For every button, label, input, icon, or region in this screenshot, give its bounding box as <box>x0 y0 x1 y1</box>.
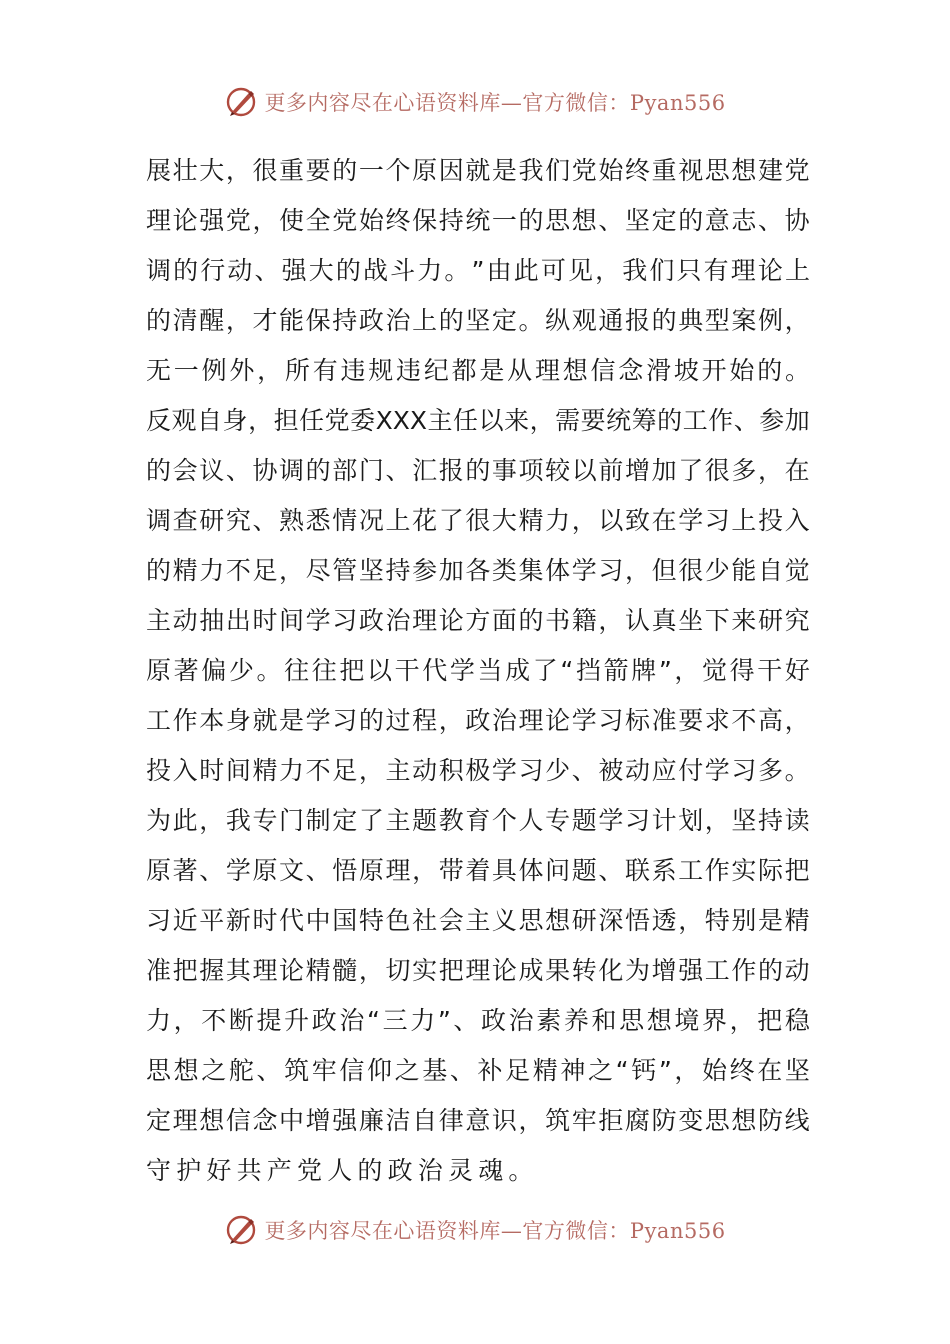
text-line: 投 入 时 间 精 力 不 足 ， 主 动 积 极 学 习 少 、 被 动 应 付 学 习 多 。 <box>146 756 810 785</box>
footer-banner <box>0 1210 950 1250</box>
text-line: 原 著 、 学 原 文 、 悟 原 理 ， 带 着 具 体 问 题 、 联 系 工 作 实 际 把 <box>146 856 810 885</box>
text-line: 定 理 想 信 念 中 增 强 廉 洁 自 律 意 识 ， 筑 牢 拒 腐 防 变 思 想 防 线 <box>146 1106 810 1135</box>
text-line: 准 把 握 其 理 论 精 髓 ， 切 实 把 理 论 成 果 转 化 为 增 强 工 作 的 动 <box>146 956 810 985</box>
text-line: 原 著 偏 少 。 往 往 把 以 干 代 学 当 成 了 “ 挡 箭 牌 ” ， 觉 得 干 好 <box>146 656 810 685</box>
text-line: 力 ， 不 断 提 升 政 治 “ 三 力 ” 、 政 治 素 养 和 思 想 境 界 ， 把 稳 <box>146 1006 810 1035</box>
text-line: 为 此 ， 我 专 门 制 定 了 主 题 教 育 个 人 专 题 学 习 计 划 ， 坚 持 读 <box>146 806 810 835</box>
pen-circle-logo-icon <box>224 1213 258 1247</box>
body-text <box>146 146 810 1196</box>
text-line: 主 动 抽 出 时 间 学 习 政 治 理 论 方 面 的 书 籍 ， 认 真 坐 下 来 研 究 <box>146 606 810 635</box>
header-banner <box>0 82 950 122</box>
header-banner-text: 更多内容尽在心语资料库—官方微信：Pyan556 <box>264 91 726 115</box>
text-line: 展 壮 大 ， 很 重 要 的 一 个 原 因 就 是 我 们 党 始 终 重 视 思 想 建 党 <box>146 156 810 185</box>
text-line: 调 的 行 动 、 强 大 的 战 斗 力 。 ” 由 此 可 见 ， 我 们 只 有 理 论 上 <box>146 256 810 285</box>
text-line: 无 一 例 外 ， 所 有 违 规 违 纪 都 是 从 理 想 信 念 滑 坡 开 始 的 。 <box>146 356 810 385</box>
text-line: 反 观 自 身 ， 担 任 党 委 XXX 主 任 以 来 ， 需 要 统 筹 的 工 作 、 参 加 <box>146 406 810 435</box>
pen-circle-logo-icon <box>224 85 258 119</box>
text-line: 守护好共产党人的政治灵魂。 <box>146 1156 539 1185</box>
text-line: 的 会 议 、 协 调 的 部 门 、 汇 报 的 事 项 较 以 前 增 加 了 很 多 ， 在 <box>146 456 810 485</box>
text-line: 的 清 醒 ， 才 能 保 持 政 治 上 的 坚 定 。 纵 观 通 报 的 典 型 案 例 ， <box>146 306 810 335</box>
footer-banner-text: 更多内容尽在心语资料库—官方微信：Pyan556 <box>264 1219 726 1243</box>
text-line: 理 论 强 党 ， 使 全 党 始 终 保 持 统 一 的 思 想 、 坚 定 的 意 志 、 协 <box>146 206 810 235</box>
text-line: 工 作 本 身 就 是 学 习 的 过 程 ， 政 治 理 论 学 习 标 准 要 求 不 高 ， <box>146 706 810 735</box>
text-line: 调 查 研 究 、 熟 悉 情 况 上 花 了 很 大 精 力 ， 以 致 在 学 习 上 投 入 <box>146 506 810 535</box>
text-line: 的 精 力 不 足 ， 尽 管 坚 持 参 加 各 类 集 体 学 习 ， 但 很 少 能 自 觉 <box>146 556 810 585</box>
text-line: 思 想 之 舵 、 筑 牢 信 仰 之 基 、 补 足 精 神 之 “ 钙 ” ， 始 终 在 坚 <box>146 1056 810 1085</box>
text-line: 习 近 平 新 时 代 中 国 特 色 社 会 主 义 思 想 研 深 悟 透 ， 特 别 是 精 <box>146 906 810 935</box>
